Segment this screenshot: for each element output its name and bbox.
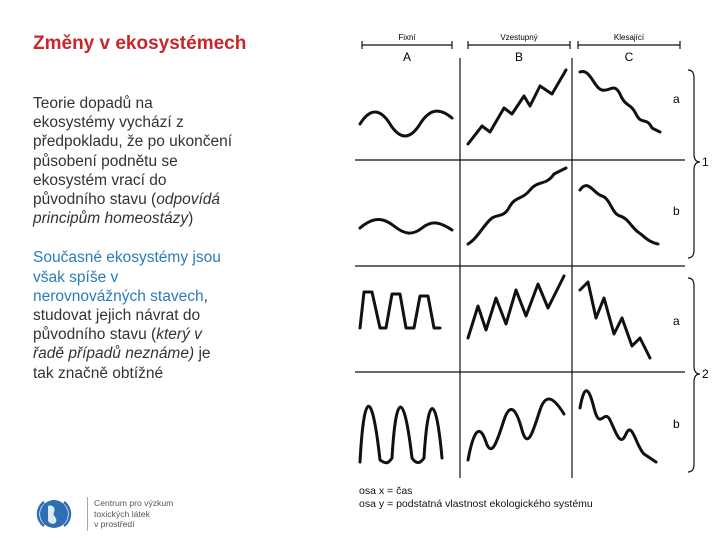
legend-y-axis: osa y = podstatná vlastnost ekologického systému bbox=[359, 498, 593, 510]
row-label-2b: b bbox=[673, 417, 680, 431]
column-letter-b: B bbox=[514, 50, 524, 64]
logo-divider bbox=[87, 497, 88, 531]
curve-1a-rising bbox=[468, 70, 566, 144]
row-label-1b: b bbox=[673, 204, 680, 218]
legend-x-axis: osa x = čas bbox=[359, 485, 413, 497]
curve-1b-falling bbox=[580, 186, 658, 244]
column-letter-a: A bbox=[402, 50, 412, 64]
group-label-1: 1 bbox=[702, 155, 709, 169]
ecosystem-trend-diagram bbox=[340, 28, 712, 484]
curve-2a-falling bbox=[580, 282, 650, 358]
paragraph-nonequilibrium: Současné ekosystémy jsou však spíše v nerovnovážných stavech, studovat jejich návrat do původního stavu (který v řadě případů neznáme) je tak značně obtížné bbox=[33, 249, 221, 382]
group-label-2: 2 bbox=[702, 367, 709, 381]
paragraph-homeostasis: Teorie dopadů na ekosystémy vychází z předpokladu, že po ukončení působení podnětu se ekosystém vrací do původního stavu (odpovídá principům homeostázy) bbox=[33, 95, 233, 228]
logo-text: Centrum pro výzkum toxických látek v prostředí bbox=[94, 498, 174, 529]
column-header-rising: Vzestupný bbox=[500, 33, 538, 42]
curve-2b-falling bbox=[580, 391, 656, 462]
column-header-fixed: Fixní bbox=[398, 33, 416, 42]
slide-title: Změny v ekosystémech bbox=[33, 33, 247, 54]
curve-2a-fixed bbox=[360, 292, 440, 328]
column-header-falling: Klesající bbox=[613, 33, 645, 42]
curve-1b-rising bbox=[468, 168, 566, 244]
curve-2a-rising bbox=[468, 276, 564, 338]
row-label-1a: a bbox=[673, 92, 680, 106]
globe-icon bbox=[40, 500, 68, 528]
curve-2b-fixed bbox=[360, 406, 442, 463]
axis-legend bbox=[359, 485, 593, 511]
curve-2b-rising bbox=[468, 399, 564, 460]
column-letter-c: C bbox=[624, 50, 634, 64]
curve-1b-fixed bbox=[360, 220, 452, 234]
curve-1a-falling bbox=[580, 71, 660, 132]
body-text bbox=[33, 94, 233, 403]
row-label-2a: a bbox=[673, 314, 680, 328]
curve-1a-fixed bbox=[360, 111, 452, 136]
